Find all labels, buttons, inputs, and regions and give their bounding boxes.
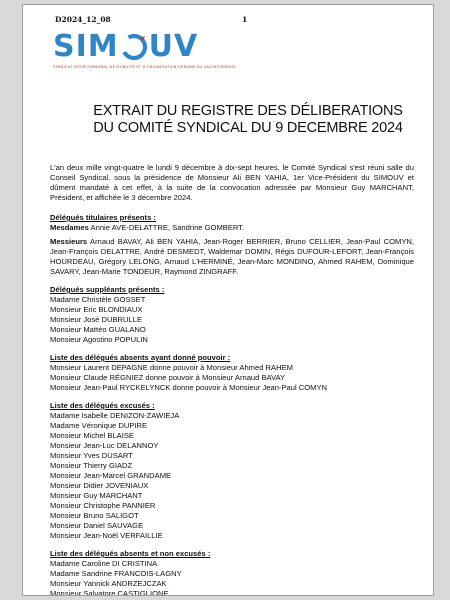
list-item: Madame Christèle GOSSET [50, 295, 146, 304]
list-item: Monsieur Mattéo GUALANO [50, 325, 146, 334]
list-item: Monsieur Laurent DEPAGNE donne pouvoir à Monsieur Ahmed RAHEM [50, 363, 293, 372]
mesdames-label: Mesdames [50, 223, 89, 232]
title-line-1: EXTRAIT DU REGISTRE DES DÉLIBERATIONS [93, 103, 403, 119]
pouvoirs-heading: Liste des délégués absents ayant donné pouvoir : [50, 353, 231, 362]
list-item: Monsieur Jean-Paul RYCKELYNCK donne pouvoir à Monsieur Jean-Paul COMYN [50, 383, 328, 392]
messieurs-label: Messieurs [50, 237, 88, 246]
titulaires-heading: Délégués titulaires présents : [50, 213, 156, 222]
document-reference: D2024_12_08 [55, 15, 111, 24]
list-item: Madame Véronique DUPIRE [50, 421, 148, 430]
page-number: 1 [242, 15, 248, 24]
list-item: Monsieur Didier JOVENIAUX [50, 481, 149, 490]
list-item: Monsieur Eric BLONDIAUX [50, 305, 143, 314]
suppleants-heading: Délégués suppléants présents : [50, 285, 165, 294]
list-item: Monsieur Yannick ANDRZEJCZAK [50, 579, 167, 588]
document-body [50, 163, 414, 596]
list-item: Monsieur Bruno SALIGOT [50, 511, 139, 520]
logo-word-right: UV [148, 29, 199, 64]
logo-wordmark [53, 29, 231, 64]
list-item: Monsieur Thierry GIADZ [50, 461, 133, 470]
titulaires-messieurs [50, 237, 414, 277]
list-item: Monsieur Salvatore CASTIGLIONE [50, 589, 169, 596]
excuses-heading: Liste des délégués excusés : [50, 401, 155, 410]
list-item: Madame Sandrine FRANCOIS-LAGNY [50, 569, 182, 578]
list-item: Monsieur Jean-Marcel GRANDAME [50, 471, 172, 480]
list-item: Monsieur José DUBRULLE [50, 315, 143, 324]
logo-subtitle: SYNDICAT INTERCOMMUNAL DE MOBILITÉ ET D'ORGANISATION URBAINE DU VALENCIENNOIS [53, 65, 236, 69]
logo-word-left: SIM [53, 29, 119, 64]
list-item: Monsieur Jean-Noël VERFAILLIE [50, 531, 163, 540]
list-item: Monsieur Daniel SAUVAGE [50, 521, 144, 530]
titulaires-mesdames [50, 223, 414, 233]
simouv-logo [53, 29, 236, 69]
list-item: Madame Caroline DI CRISTINA [50, 559, 158, 568]
list-item: Monsieur Claude RÉGNIEZ donne pouvoir à Monsieur Arnaud BAVAY [50, 373, 286, 382]
title-line-2: DU COMITÉ SYNDICAL DU 9 DECEMBRE 2024 [93, 120, 403, 136]
list-item: Madame Isabelle DENIZON-ZAWIEJA [50, 411, 180, 420]
non-excuses-heading: Liste des délégués absents et non excusés : [50, 549, 211, 558]
list-item: Monsieur Michel BLAISE [50, 431, 134, 440]
messieurs-list: Arnaud BAVAY, Ali BEN YAHIA, Jean-Roger BERRIER, Bruno CELLIER, Jean-Paul COMYN, Jean-François DELATTRE, André DESMEDT, Waldemar DOMIN, Régis DUFOUR-LEFORT, Jean-François HOURDEAU, Grégory LELONG, Arnaud L'HERMINÉ, Jean-Marc MONDINO, Ahmed RAHEM, Dominique SAVARY, Jean-Marie TONDEUR, Raymond ZINGRAFF. [50, 237, 414, 276]
list-item: Monsieur Christophe PANNIER [50, 501, 156, 510]
list-item: Monsieur Guy MARCHANT [50, 491, 143, 500]
document-title [83, 103, 413, 137]
document-page [22, 4, 434, 596]
list-item: Monsieur Agostino POPULIN [50, 335, 148, 344]
list-item: Monsieur Jean-Luc DELANNOY [50, 441, 159, 450]
list-item: Monsieur Yves DUSART [50, 451, 133, 460]
mesdames-list: Annie AVE-DELATTRE, Sandrine GOMBERT. [90, 223, 245, 232]
intro-paragraph: L'an deux mille vingt-quatre le lundi 9 décembre à dix-sept heures, le Comité Syndical s'est réuni salle du Conseil Syndical, sous la présidence de Monsieur Ali BEN YAHIA, 1er Vice-Président du SIMOUV et dûment mandaté à cet effet, à la suite de la convocation adressée par Monsieur Guy MARCHANT, Président, et affichée le 3 décembre 2024. [50, 163, 414, 202]
logo-o-icon [120, 33, 148, 61]
